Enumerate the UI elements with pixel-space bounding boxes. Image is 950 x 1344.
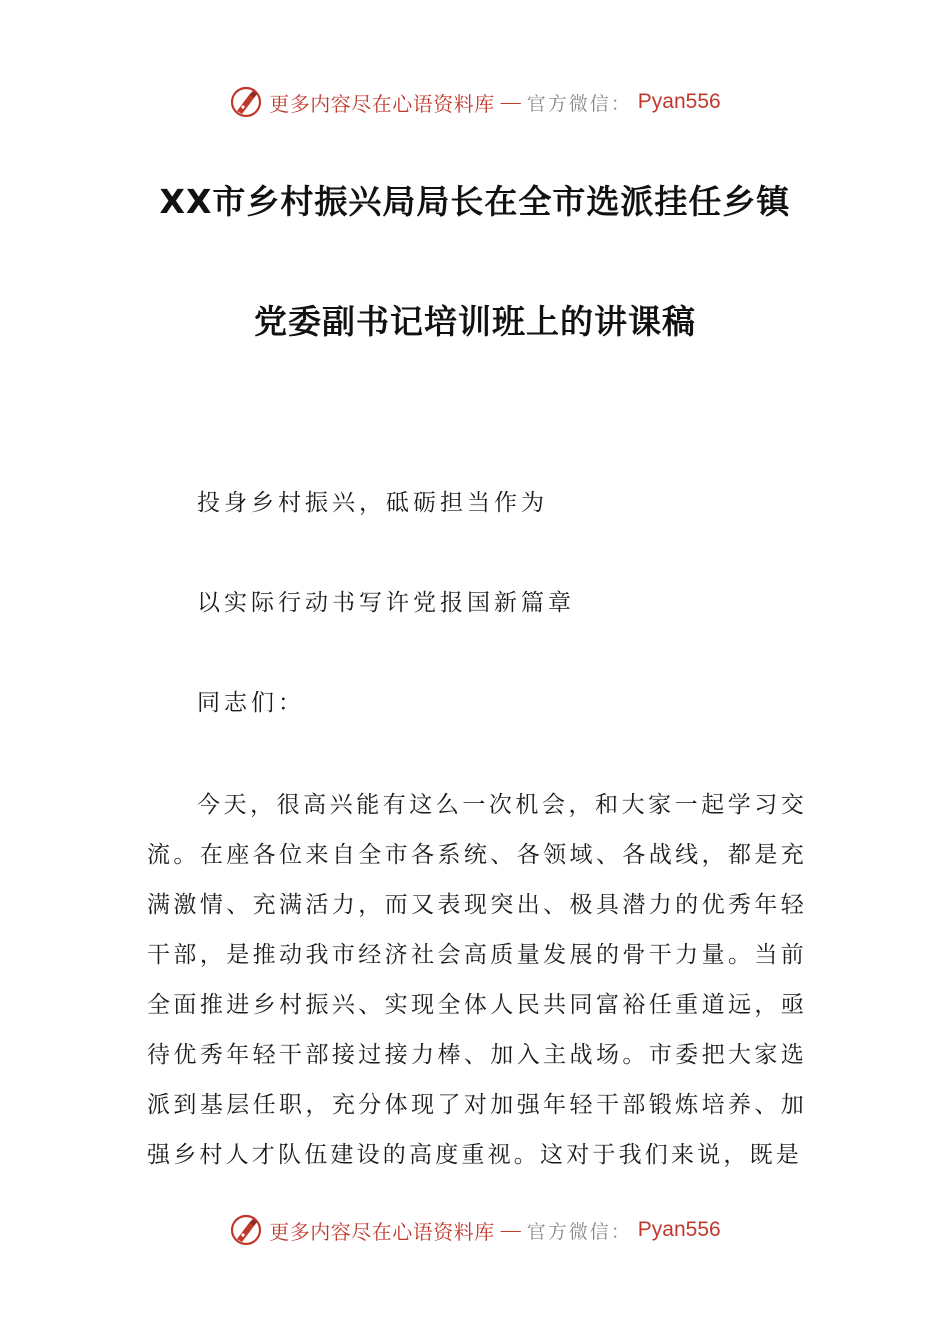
pen-nib-logo-icon	[229, 1213, 263, 1247]
watermark-dash: —	[500, 90, 521, 113]
subtitle-1: 投身乡村振兴，砥砺担当作为	[197, 490, 548, 516]
document-title-line-2: 党委副书记培训班上的讲课稿	[254, 302, 696, 341]
document-title-line-1: XX市乡村振兴局局长在全市选派挂任乡镇	[159, 182, 791, 221]
watermark-library-text: 更多内容尽在心语资料库	[269, 1219, 495, 1244]
header-watermark	[0, 82, 950, 122]
watermark-wechat-id: Pyan556	[637, 90, 721, 113]
watermark-wechat-label: 官方微信：	[526, 92, 632, 115]
watermark-library-text: 更多内容尽在心语资料库	[269, 91, 495, 116]
watermark-wechat-label: 官方微信：	[526, 1220, 632, 1243]
watermark-wechat-id: Pyan556	[637, 1218, 721, 1241]
subtitle-2: 以实际行动书写许党报国新篇章	[197, 590, 575, 616]
footer-watermark	[0, 1210, 950, 1250]
pen-nib-logo-icon	[229, 85, 263, 119]
watermark-dash: —	[500, 1218, 521, 1241]
body-paragraph: 今天，很高兴能有这么一次机会，和大家一起学习交流。在座各位来自全市各系统、各领域、各战线，都是充满激情、充满活力，而又表现突出、极具潜力的优秀年轻干部，是推动我市经济社会高质量发展的骨干力量。当前全面推进乡村振兴、实现全体人民共同富裕任重道远，亟待优秀年轻干部接过接力棒、加入主战场。市委把大家选派到基层任职，充分体现了对加强年轻干部锻炼培养、加强乡村人才队伍建设的高度重视。这对于我们来说，既是	[147, 792, 807, 1168]
salutation: 同志们：	[197, 690, 305, 716]
